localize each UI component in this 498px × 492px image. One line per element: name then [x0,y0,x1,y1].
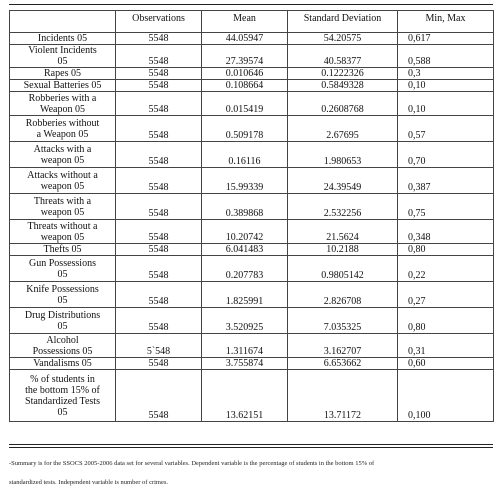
min-max-cell: 0,80 [398,244,494,256]
min-max-cell: 0,387 [398,168,494,194]
table-row [10,308,494,334]
bottom-rule-2 [9,447,493,448]
table-row [10,256,494,282]
mean-cell: 0.015419 [202,92,288,116]
table-row [10,33,494,45]
mean-cell: 0.389868 [202,194,288,220]
standard-deviation-cell: 7.035325 [288,308,398,334]
row-label-line: 05 [57,320,68,332]
table-row [10,194,494,220]
row-label [10,80,116,92]
row-label [10,282,116,308]
standard-deviation-cell: 0.9805142 [288,256,398,282]
standard-deviation-cell: 6.653662 [288,358,398,370]
table-row [10,244,494,256]
header-observations: Observations [116,11,202,33]
row-label-line: weapon 05 [40,180,85,192]
row-label [10,308,116,334]
observations-cell: 5548 [116,45,202,68]
bottom-rule-1 [9,444,493,445]
standard-deviation-cell: 2.532256 [288,194,398,220]
mean-cell: 10.20742 [202,220,288,244]
standard-deviation-cell: 3.162707 [288,334,398,358]
observations-cell: 5548 [116,168,202,194]
min-max-cell: 0,57 [398,116,494,142]
table-row [10,358,494,370]
row-label [10,358,116,370]
min-max-cell: 0,10 [398,80,494,92]
table-row [10,142,494,168]
observations-cell: 5548 [116,244,202,256]
min-max-cell: 0,75 [398,194,494,220]
standard-deviation-cell: 0.5849328 [288,80,398,92]
standard-deviation-cell: 21.5624 [288,220,398,244]
table-row [10,168,494,194]
footnote-line-1: -Summary is for the SSOCS 2005-2006 data set for several variables. Dependent variable is the percentage of students in the bottom 15% of [9,460,375,467]
min-max-cell: 0,22 [398,256,494,282]
row-label [10,33,116,45]
min-max-cell: 0,348 [398,220,494,244]
observations-cell: 5548 [116,358,202,370]
row-label-line: Attacks without a [27,169,98,181]
row-label-line: Robberies with a [28,92,97,104]
row-label-line: Vandalisms 05 [33,358,92,369]
footnote-line-2: standardized tests. Independent variable is number of crimes. [9,479,169,486]
observations-cell: 5548 [116,116,202,142]
min-max-cell: 0,70 [398,142,494,168]
header-row [10,11,494,33]
row-label [10,244,116,256]
table-row [10,68,494,80]
row-label-line: weapon 05 [40,231,85,243]
table-row [10,116,494,142]
standard-deviation-cell: 2.67695 [288,116,398,142]
min-max-cell: 0,80 [398,308,494,334]
row-label-line: 05 [57,56,68,67]
standard-deviation-cell: 1.980653 [288,142,398,168]
observations-cell: 5548 [116,220,202,244]
header-blank [10,11,116,33]
row-label-line: Sexual Batteries 05 [23,80,102,91]
observations-cell: 5548 [116,256,202,282]
row-label [10,194,116,220]
observations-cell: 5548 [116,370,202,422]
table-row [10,220,494,244]
top-rule [9,4,493,5]
mean-cell: 0.108664 [202,80,288,92]
table-row [10,92,494,116]
row-label-line: % of students in [30,373,95,385]
observations-cell: 5`548 [116,334,202,358]
row-label [10,370,116,422]
row-label-line: 05 [57,294,68,306]
row-label [10,220,116,244]
observations-cell: 5548 [116,92,202,116]
header-standard-deviation: Standard Deviation [288,11,398,33]
footnote [9,454,489,492]
row-label-line: Standardized Tests [25,395,100,407]
min-max-cell: 0,100 [398,370,494,422]
mean-cell: 3.520925 [202,308,288,334]
row-label [10,116,116,142]
row-label-line: weapon 05 [40,206,85,218]
mean-cell: 0.16116 [202,142,288,168]
row-label [10,168,116,194]
observations-cell: 5548 [116,142,202,168]
observations-cell: 5548 [116,282,202,308]
standard-deviation-cell: 0.2608768 [288,92,398,116]
table-row [10,370,494,422]
standard-deviation-cell: 2.826708 [288,282,398,308]
min-max-cell: 0,617 [398,33,494,45]
row-label [10,68,116,80]
row-label-line: Robberies without [25,117,100,129]
standard-deviation-cell: 10.2188 [288,244,398,256]
row-label [10,256,116,282]
min-max-cell: 0,31 [398,334,494,358]
row-label-line: Thefts 05 [43,244,82,255]
observations-cell: 5548 [116,33,202,45]
min-max-cell: 0,10 [398,92,494,116]
mean-cell: 6.041483 [202,244,288,256]
table-row [10,282,494,308]
observations-cell: 5548 [116,80,202,92]
row-label-line: Threats without a [27,220,98,232]
row-label [10,142,116,168]
header-min-max: Min, Max [398,11,494,33]
row-label-line: Drug Distributions [24,309,101,321]
row-label-line: Alcohol [46,334,79,346]
min-max-cell: 0,27 [398,282,494,308]
mean-cell: 15.99339 [202,168,288,194]
observations-cell: 5548 [116,308,202,334]
min-max-cell: 0,60 [398,358,494,370]
row-label-line: 05 [57,406,68,418]
row-label-line: Gun Possessions [29,257,96,269]
row-label-line: Threats with a [33,195,92,207]
row-label [10,334,116,358]
row-label-line: Knife Possessions [26,283,99,295]
mean-cell: 13.62151 [202,370,288,422]
row-label-line: a Weapon 05 [36,128,89,140]
mean-cell: 1.825991 [202,282,288,308]
row-label-line: Weapon 05 [39,103,85,115]
row-label-line: Incidents 05 [37,33,88,44]
observations-cell: 5548 [116,194,202,220]
row-label-line: 05 [57,268,68,280]
mean-cell: 1.311674 [202,334,288,358]
observations-cell: 5548 [116,68,202,80]
standard-deviation-cell: 54.20575 [288,33,398,45]
mean-cell: 27.39574 [202,45,288,68]
summary-statistics-table [9,10,494,422]
row-label [10,45,116,68]
table-row [10,45,494,68]
row-label-line: weapon 05 [40,154,85,166]
table-row [10,80,494,92]
mean-cell: 44.05947 [202,33,288,45]
mean-cell: 3.755874 [202,358,288,370]
header-mean: Mean [202,11,288,33]
standard-deviation-cell: 40.58377 [288,45,398,68]
row-label-line: Attacks with a [33,143,92,155]
standard-deviation-cell: 0.1222326 [288,68,398,80]
row-label-line: Possessions 05 [32,345,93,357]
standard-deviation-cell: 24.39549 [288,168,398,194]
standard-deviation-cell: 13.71172 [288,370,398,422]
mean-cell: 0.010646 [202,68,288,80]
row-label-line: Rapes 05 [44,68,81,79]
row-label [10,92,116,116]
table-row [10,334,494,358]
mean-cell: 0.207783 [202,256,288,282]
mean-cell: 0.509178 [202,116,288,142]
min-max-cell: 0,3 [398,68,494,80]
min-max-cell: 0,588 [398,45,494,68]
row-label-line: Violent Incidents [28,45,97,56]
row-label-line: the bottom 15% of [25,384,100,396]
